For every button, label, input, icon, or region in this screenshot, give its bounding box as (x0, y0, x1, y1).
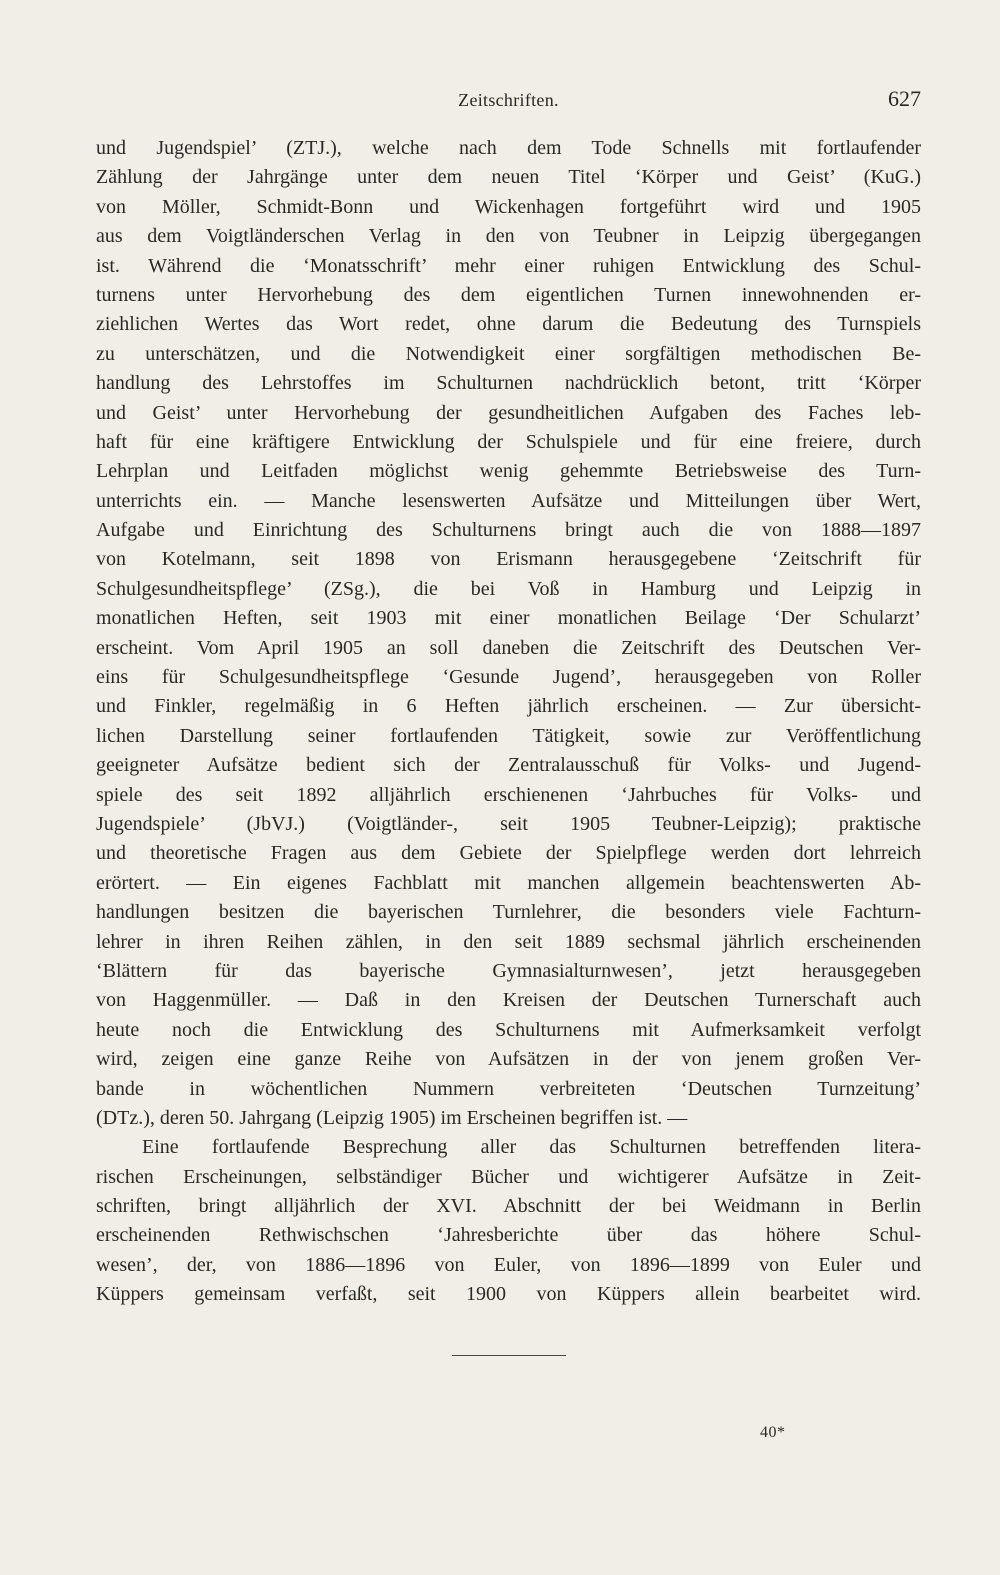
text-line: Eine fortlaufende Besprechung aller das Schulturnen betreffenden litera- (142, 1136, 921, 1159)
text-line: handlung des Lehrstoffes im Schulturnen nachdrücklich betont, tritt ‘Körper (96, 372, 921, 395)
text-line: erörtert. — Ein eigenes Fachblatt mit manchen allgemein beachtenswerten Ab- (96, 871, 921, 894)
text-line: Schulgesundheitspflege’ (ZSg.), die bei Voß in Hamburg und Leipzig in (96, 577, 921, 600)
text-line: spiele des seit 1892 alljährlich erschienenen ‘Jahrbuches für Volks- und (96, 783, 921, 806)
text-line: haft für eine kräftigere Entwicklung der Schulspiele und für eine freiere, durch (96, 430, 921, 453)
text-line: eins für Schulgesundheitspflege ‘Gesunde Jugend’, herausgegeben von Roller (96, 666, 921, 689)
text-line: ziehlichen Wertes das Wort redet, ohne darum die Bedeutung des Turnspiels (96, 313, 921, 336)
text-line: ‘Blättern für das bayerische Gymnasialturnwesen’, jetzt herausgegeben (96, 959, 921, 982)
text-line: ist. Während die ‘Monatsschrift’ mehr einer ruhigen Entwicklung des Schul- (96, 254, 921, 277)
text-line: Küppers gemeinsam verfaßt, seit 1900 von Küppers allein bearbeitet wird. (96, 1283, 921, 1306)
text-line: handlungen besitzen die bayerischen Turnlehrer, die besonders viele Fachturn- (96, 901, 921, 924)
text-line: wesen’, der, von 1886—1896 von Euler, von 1896—1899 von Euler und (96, 1253, 921, 1276)
text-line: Jugendspiele’ (JbVJ.) (Voigtländer-, seit 1905 Teubner-Leipzig); praktische (96, 812, 921, 835)
text-line: bande in wöchentlichen Nummern verbreiteten ‘Deutschen Turnzeitung’ (96, 1077, 921, 1100)
text-line: turnens unter Hervorhebung des dem eigentlichen Turnen innewohnenden er- (96, 283, 921, 306)
text-line: schriften, bringt alljährlich der XVI. Abschnitt der bei Weidmann in Berlin (96, 1195, 921, 1218)
text-line: aus dem Voigtländerschen Verlag in den von Teubner in Leipzig übergegangen (96, 225, 921, 248)
text-line: wird, zeigen eine ganze Reihe von Aufsätzen in der von jenem großen Ver- (96, 1048, 921, 1071)
text-line: und Geist’ unter Hervorhebung der gesundheitlichen Aufgaben des Faches leb- (96, 401, 921, 424)
text-line: Lehrplan und Leitfaden möglichst wenig gehemmte Betriebsweise des Turn- (96, 460, 921, 483)
text-line: und Finkler, regelmäßig in 6 Heften jährlich erscheinen. — Zur übersicht- (96, 695, 921, 718)
text-line: von Möller, Schmidt-Bonn und Wickenhagen fortgeführt wird und 1905 (96, 195, 921, 218)
text-line: erscheinenden Rethwischschen ‘Jahresberichte über das höhere Schul- (96, 1224, 921, 1247)
text-line: lehrer in ihren Reihen zählen, in den seit 1889 sechsmal jährlich erscheinenden (96, 930, 921, 953)
sheet-signature: 40* (760, 1424, 786, 1441)
text-line: lichen Darstellung seiner fortlaufenden Tätigkeit, sowie zur Veröffentlichung (96, 724, 921, 747)
text-line: rischen Erscheinungen, selbständiger Bücher und wichtigerer Aufsätze in Zeit- (96, 1165, 921, 1188)
text-line: von Kotelmann, seit 1898 von Erismann herausgegebene ‘Zeitschrift für (96, 548, 921, 571)
text-line: Aufgabe und Einrichtung des Schulturnens bringt auch die von 1888—1897 (96, 519, 921, 542)
page-header (96, 86, 921, 116)
text-line: und Jugendspiel’ (ZTJ.), welche nach dem Tode Schnells mit fortlaufender (96, 137, 921, 159)
body-text (96, 134, 921, 1310)
text-line: heute noch die Entwicklung des Schulturnens mit Aufmerksamkeit verfolgt (96, 1018, 921, 1041)
text-line: (DTz.), deren 50. Jahrgang (Leipzig 1905) im Erscheinen begriffen ist. — (96, 1106, 688, 1129)
text-line: und theoretische Fragen aus dem Gebiete der Spielpflege werden dort lehrreich (96, 842, 921, 865)
text-line: von Haggenmüller. — Daß in den Kreisen der Deutschen Turnerschaft auch (96, 989, 921, 1012)
text-line: Zählung der Jahrgänge unter dem neuen Titel ‘Körper und Geist’ (KuG.) (96, 166, 921, 189)
page-number: 627 (888, 86, 921, 111)
section-divider (452, 1355, 566, 1356)
running-head: Zeitschriften. (458, 90, 559, 110)
text-line: geeigneter Aufsätze bedient sich der Zentralausschuß für Volks- und Jugend- (96, 754, 921, 777)
text-line: zu unterschätzen, und die Notwendigkeit einer sorgfältigen methodischen Be- (96, 342, 921, 365)
text-line: erscheint. Vom April 1905 an soll daneben die Zeitschrift des Deutschen Ver- (96, 636, 921, 659)
text-line: monatlichen Heften, seit 1903 mit einer monatlichen Beilage ‘Der Schularzt’ (96, 607, 921, 630)
text-line: unterrichts ein. — Manche lesenswerten Aufsätze und Mitteilungen über Wert, (96, 489, 921, 512)
